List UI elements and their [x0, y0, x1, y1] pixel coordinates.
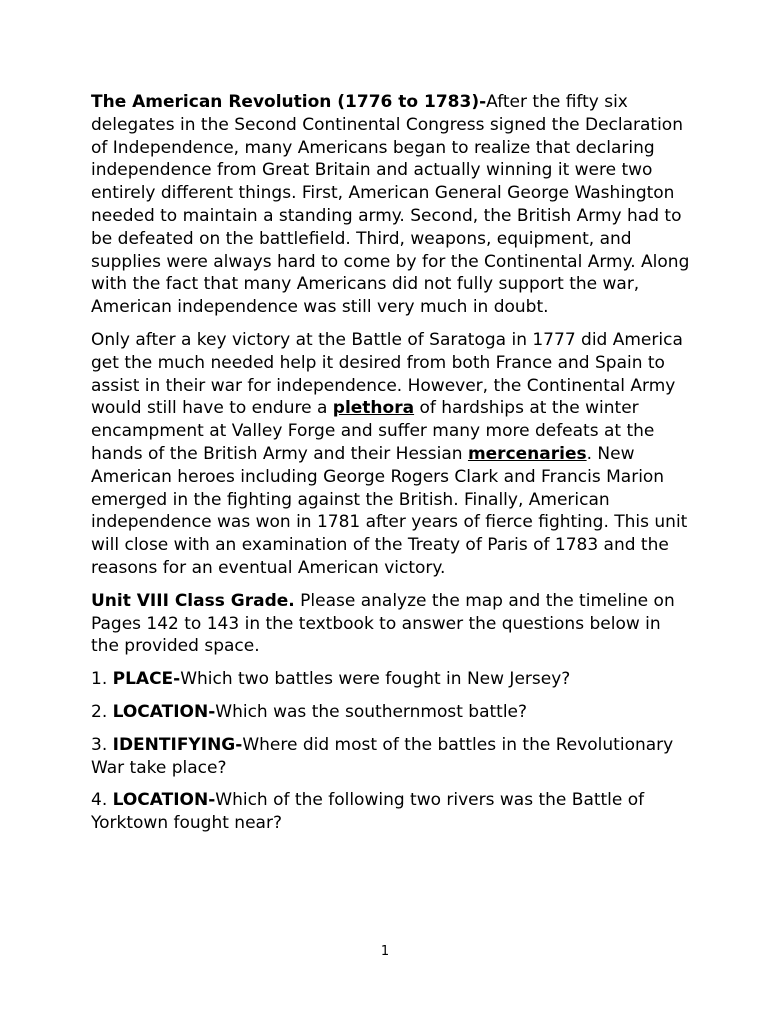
intro-text: After the fifty six delegates in the Second Continental Congress signed the Declaration of Independence, many Americans began to realize that declaring independence from Great Britain and actually winning it were two entirely different things. First, American General George Washington needed to maintain a standing army. Second, the British Army had to be defeated on the battlefield. Third, weapons, equipment, and supplies were always hard to come by for the Continental Army. Along with the fact that many Americans did not fully support the war, American independence was still very much in doubt. — [91, 92, 690, 318]
question-number: 4. — [91, 790, 113, 811]
question-text: Which two battles were fought in New Jersey? — [180, 669, 571, 690]
document-title: The American Revolution (1776 to 1783)- — [91, 92, 487, 112]
instructions-text: Please analyze the map and the timeline on Pages 142 to 143 in the textbook to answer the questions below in the provided space. — [91, 590, 675, 657]
instructions-label: Unit VIII Class Grade. — [91, 590, 295, 611]
question-tag: LOCATION- — [112, 701, 216, 722]
intro-paragraph — [91, 91, 691, 319]
body-text-3: . New American heroes including George Rogers Clark and Francis Marion emerged in the fighting against the British. Finally, American independence was won in 1781 after years of fierce fighting. This unit will close with an examination of the Treaty of Paris of 1783 and the reasons for an eventual American victory. — [91, 443, 688, 578]
question-number: 1. — [91, 669, 113, 690]
question-text: Which was the southernmost battle? — [215, 701, 528, 722]
question-2 — [91, 701, 691, 724]
question-tag: PLACE- — [112, 669, 181, 690]
body-text-2: of hardships at the winter encampment at Valley Forge and suffer many more defeats at the hands of the British Army and their Hessian — [91, 398, 655, 464]
question-text: Which of the following two rivers was the Battle of Yorktown fought near? — [91, 790, 645, 834]
page-number: 1 — [380, 944, 390, 959]
body-paragraph — [91, 329, 691, 580]
question-number: 2. — [91, 701, 113, 722]
question-1 — [91, 668, 691, 691]
document-page — [91, 91, 691, 845]
instructions-paragraph — [91, 590, 691, 658]
question-tag: IDENTIFYING- — [112, 734, 243, 755]
question-tag: LOCATION- — [112, 790, 216, 811]
question-text: Where did most of the battles in the Revolutionary War take place? — [91, 734, 674, 778]
vocab-term-mercenaries: mercenaries — [467, 443, 587, 464]
question-4 — [91, 789, 691, 835]
vocab-term-plethora: plethora — [332, 398, 415, 419]
body-text-1: Only after a key victory at the Battle of Saratoga in 1777 did America get the much needed help it desired from both France and Spain to assist in their war for independence. However, the Continental Army would still have to endure a — [91, 329, 683, 419]
question-number: 3. — [91, 734, 113, 755]
question-3 — [91, 734, 691, 780]
